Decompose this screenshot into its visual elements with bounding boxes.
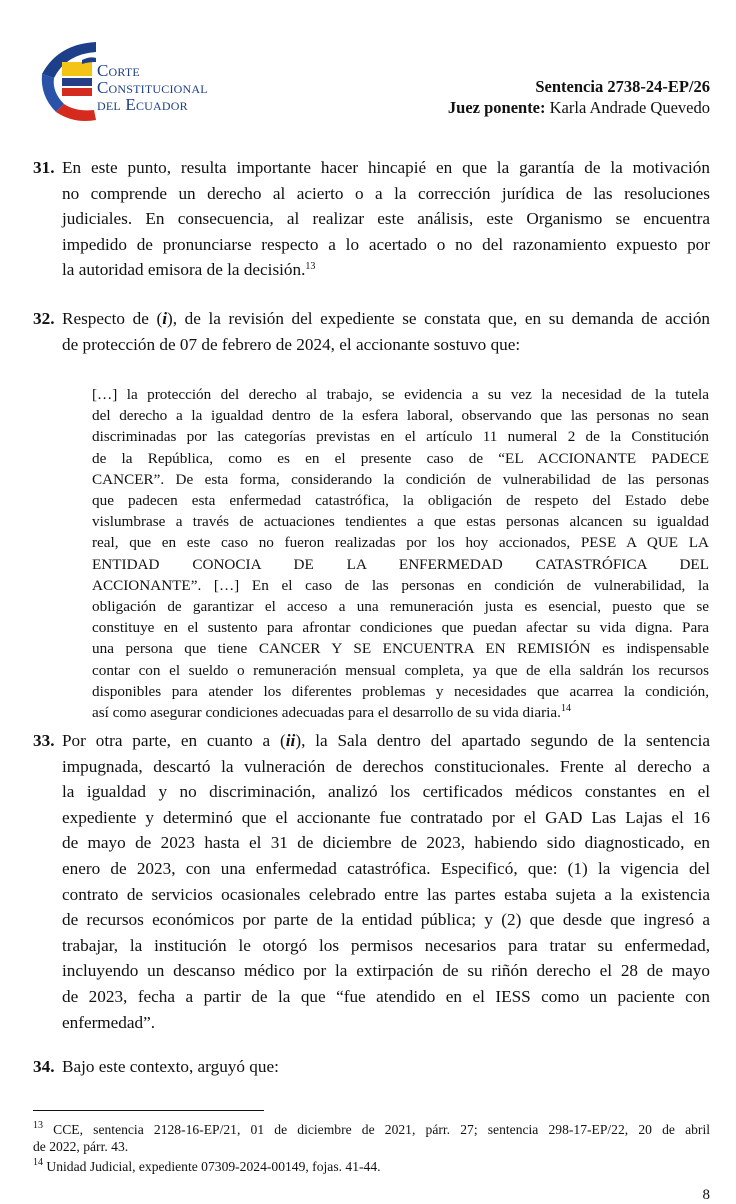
text-line: de 2023, fecha a partir de la que “fue atendido en el IESS como un paciente con [62, 986, 710, 1006]
paragraph-33 [33, 728, 710, 1035]
paragraph-number: 32. [33, 309, 55, 328]
quote-line: así como asegurar condiciones adecuadas para el desarrollo de su vida diaria. [92, 704, 561, 722]
footnote-mark: 14 [33, 1157, 43, 1168]
logo-line-2: Constitucional [97, 78, 208, 97]
text-fragment: ), la Sala dentro del apartado segundo de la sentencia [295, 731, 710, 750]
quote-line: contar con el sueldo o remuneración mensual completa, ya que de ella saldrán los recursos [92, 661, 709, 679]
footnote-mark: 13 [33, 1120, 43, 1131]
footnote-ref-13[interactable]: 13 [305, 261, 316, 273]
text-line: la igualdad y no discriminación, analizó los certificados médicos constantes en el [62, 782, 710, 802]
text-line: de recursos económicos por parte de la entidad pública; y (2) que desde que ingresó a [62, 910, 710, 930]
paragraph-number: 33. [33, 731, 55, 750]
text-line: la autoridad emisora de la decisión. [62, 260, 306, 280]
footnote-13 [33, 1121, 710, 1155]
logo-wordmark [97, 62, 208, 113]
quote-line: de la República, como es en el presente caso de “EL ACCIONANTE PADECE [92, 449, 709, 467]
text-line: contrato de servicios ocasionales celebrado entre las partes estaba sujeta a la existencia [62, 884, 710, 904]
text-line: En este punto, resulta importante hacer hincapié en que la garantía de la motivación [62, 158, 710, 177]
quote-line: ACCIONANTE”. […] En el caso de las personas en condición de vulnerabilidad, la [92, 576, 709, 594]
text-line: incluyendo un descanso médico por la extirpación de su riñón derecho el 28 de mayo [62, 961, 710, 981]
logo-line-1: Corte [97, 61, 140, 80]
paragraph-31 [33, 155, 710, 283]
quote-line: una persona que tiene CANCER Y SE ENCUENTRA EN REMISIÓN es indispensable [92, 640, 709, 658]
quote-line: ENTIDAD CONOCIA DE LA ENFERMEDAD CATASTRÓFICA DEL [92, 555, 709, 573]
quote-line: discriminadas por las categorías previstas en el artículo 11 numeral 2 de la Constitución [92, 428, 709, 446]
roman-numeral: i [162, 309, 167, 328]
text-line: Bajo este contexto, arguyó que: [62, 1057, 279, 1076]
text-fragment: Respecto de ( [62, 309, 163, 328]
footnote-14 [33, 1158, 710, 1175]
quote-line: CANCER”. De esta forma, considerando la condición de vulnerabilidad de las personas [92, 470, 709, 488]
quote-line: constituye en el sustento para afrontar condiciones que puedan afectar su vida digna. Para [92, 619, 709, 637]
text-fragment: Por otra parte, en cuanto a ( [62, 731, 286, 750]
text-line: trabajar, la institución le otorgó los permisos necesarios para tratar su enfermedad, [62, 935, 710, 955]
footnote-text: de 2022, párr. 43. [33, 1139, 129, 1154]
text-line: enero de 2023, con una enfermedad catastrófica. Especificó, que: (1) la vigencia del [62, 858, 710, 878]
text-fragment: ), de la revisión del expediente se constata que, en su demanda de acción [167, 309, 711, 328]
sentencia-number: Sentencia 2738-24-EP/26 [535, 77, 710, 96]
case-meta [448, 76, 710, 118]
quote-line: disponibles para atender los diferentes problemas y necesidades que acarrea la condición, [92, 682, 709, 700]
text-line: de mayo de 2023 hasta el 31 de diciembre de 2023, habiendo sido diagnosticado, en [62, 833, 710, 853]
text-line: expediente y determinó que el accionante fue contratado por el GAD Las Lajas el 16 [62, 807, 710, 827]
quote-line: vislumbrase a través de actuaciones tendientes a que estas personas alcancen su igualdad [92, 513, 709, 531]
roman-numeral: ii [285, 731, 296, 750]
quote-line: que padecen esta enfermedad catastrófica, la obligación de respeto del Estado debe [92, 492, 709, 510]
text-line: no comprende un derecho al acierto o a la corrección jurídica de las resoluciones [62, 183, 710, 203]
juez-name: Karla Andrade Quevedo [549, 98, 710, 117]
quote-line: del derecho a la igualdad dentro de la esfera laboral, observando que las personas no sean [92, 407, 709, 425]
quote-line: real, que en este caso no fueron realizadas por los hoy accionados, PESE A QUE LA [92, 534, 709, 552]
text-line: impedido de pronunciarse respecto a lo acertado o no del razonamiento expuesto por [62, 234, 710, 254]
page-number: 8 [702, 1187, 710, 1203]
footnote-divider [33, 1110, 264, 1111]
block-quote [92, 384, 709, 723]
footnote-text: Unidad Judicial, expediente 07309-2024-00149, fojas. 41-44. [46, 1159, 381, 1174]
quote-line: obligación de garantizar el acceso a una remuneración justa es esencial, puesto que se [92, 598, 709, 616]
paragraph-number: 31. [33, 158, 55, 177]
text-line: de protección de 07 de febrero de 2024, el accionante sostuvo que: [62, 334, 521, 354]
logo-line-3: del Ecuador [97, 95, 188, 114]
text-line: judiciales. En consecuencia, al realizar este análisis, este Organismo se encuentra [62, 209, 710, 229]
text-line: enfermedad”. [62, 1012, 156, 1032]
quote-line: […] la protección del derecho al trabajo, se evidencia a su vez la necesidad de la tutela [92, 386, 709, 403]
paragraph-32 [33, 306, 710, 357]
text-line: impugnada, descartó la vulneración de derechos constitucionales. Frente al derecho a [62, 756, 710, 776]
juez-label: Juez ponente: [447, 98, 546, 117]
paragraph-number: 34. [33, 1057, 55, 1076]
footnote-ref-14[interactable]: 14 [560, 703, 571, 715]
footnote-text: CCE, sentencia 2128-16-EP/21, 01 de diciembre de 2021, párr. 27; sentencia 298-17-EP/22, 20 de abril [53, 1122, 710, 1137]
page-header [0, 0, 736, 140]
paragraph-34 [33, 1054, 710, 1080]
